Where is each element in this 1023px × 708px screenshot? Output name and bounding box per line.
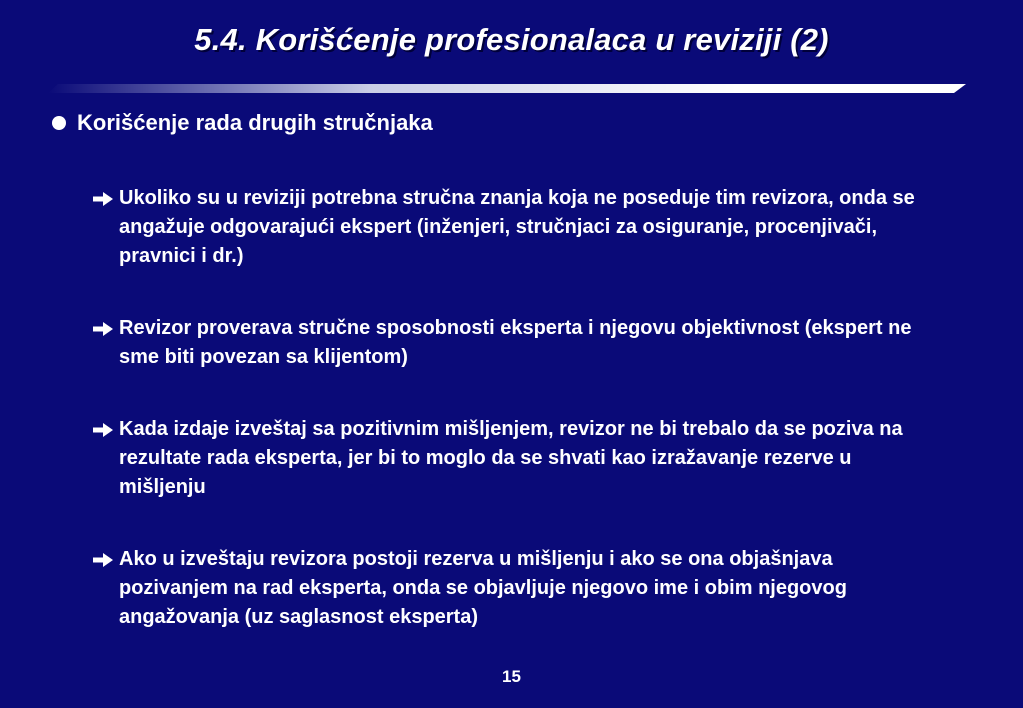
sub-bullet-item — [92, 415, 942, 502]
right-arrow-icon — [92, 415, 114, 444]
right-arrow-icon — [92, 314, 114, 343]
slide-title: 5.4. Korišćenje profesionalaca u reviziji (2) — [194, 22, 829, 57]
page-number: 15 — [502, 667, 521, 686]
sub-bullet-item — [92, 314, 942, 372]
right-arrow-icon — [92, 545, 114, 574]
main-bullet-text: Korišćenje rada drugih stručnjaka — [77, 110, 433, 135]
title-divider — [48, 84, 966, 93]
sub-bullet-text: Ako u izveštaju revizora postoji rezerva u mišljenju i ako se ona objašnjava pozivanjem na rad eksperta, onda se objavljuje njegovo ime i obim njegovog angažovanja (uz saglasnost eksperta) — [119, 548, 847, 628]
sub-bullet-item — [92, 184, 942, 271]
sub-bullet-text: Ukoliko su u reviziji potrebna stručna znanja koja ne poseduje tim revizora, onda se angažuje odgovarajući ekspert (inženjeri, stručnjaci za osiguranje, procenjivači, pravnici i dr.) — [119, 187, 915, 267]
sub-bullet-text: Kada izdaje izveštaj sa pozitivnim mišljenjem, revizor ne bi trebalo da se poziva na rezultate rada eksperta, jer bi to moglo da se shvati kao izražavanje rezerve u mišljenju — [119, 418, 903, 498]
sub-bullet-text: Revizor proverava stručne sposobnosti eksperta i njegovu objektivnost (ekspert ne sme biti povezan sa klijentom) — [119, 317, 912, 368]
filled-circle-icon — [52, 116, 66, 130]
sub-bullet-item — [92, 545, 942, 632]
main-bullet — [52, 110, 433, 136]
sub-bullet-list — [92, 184, 942, 632]
right-arrow-icon — [92, 184, 114, 213]
